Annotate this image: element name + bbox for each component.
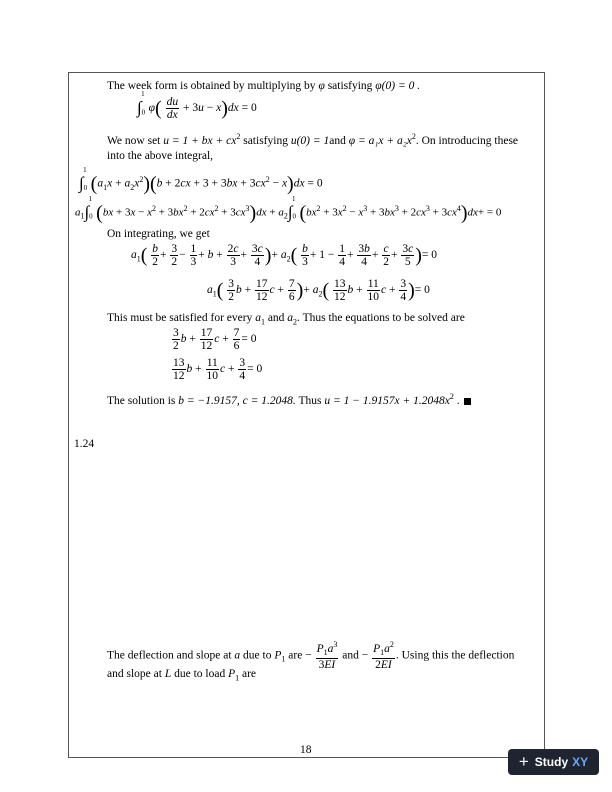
- system-equation-1: $\frac{3}{2}$ b + $\frac{17}{12}$ c + $\frac{7}{6}$ = 0: [173, 327, 257, 353]
- integral-expanded-1: $\int_0^1(a_1x + a_2x^2)(b + 2cx + 3 + 3bx + 3cx^2 - x)dx = 0$: [79, 165, 323, 195]
- must-satisfy-text: This must be satisfied for every $a_1$ and $a_2$. Thus the equations to be solved are: [107, 312, 465, 327]
- page-number: 18: [300, 744, 312, 756]
- substitution-line-2: into the above integral,: [107, 150, 214, 162]
- badge-prefix: Study: [534, 755, 569, 769]
- system-equation-2: $\frac{13}{12}$ b + $\frac{11}{10}$ c + $\frac{3}{4}$ = 0: [173, 357, 263, 383]
- integrated-equation-1: $a_1$( $\frac{b}{2}$ + $\frac{3}{2}$ − $\frac{1}{3}$ + b + $\frac{2c}{3}$ + $\frac{3c}{4}$ )+ $a_2$( $\frac{b}{3}$ + 1 − $\frac{1}{4}$ + $\frac{3b}{4}$ + $\frac{c}{2}$ + $\frac{3c}{5}$ )= 0: [131, 243, 437, 269]
- plus-icon: +: [518, 752, 529, 771]
- weak-form-equation: $\int_0^1\varphi$( $\frac{du}{dx}$ + 3u − x)dx = 0: [137, 90, 257, 122]
- end-of-proof-icon: [464, 398, 471, 405]
- intro-line: The week form is obtained by multiplying by φ satisfying φ(0) = 0 .: [107, 80, 421, 92]
- integrated-equation-2: $a_1$( $\frac{3}{2}$ b + $\frac{17}{12}$ c + $\frac{7}{6}$ )+ $a_2$( $\frac{13}{12}$ b + $\frac{11}{10}$ c + $\frac{3}{4}$ )= 0: [207, 278, 430, 304]
- badge-suffix: XY: [572, 755, 589, 769]
- studyxy-badge[interactable]: [508, 749, 599, 775]
- substitution-line: We now set u = 1 + bx + $cx^2$ satisfying u(0) = 1and $\varphi = a_1x + a_2x^2$. On introducing these: [107, 132, 519, 147]
- on-integrating-text: On integrating, we get: [107, 228, 210, 240]
- integral-expanded-2: $a_1\int_0^1(bx + 3x - x^2 + 3bx^2 + 2cx^2 + 3cx^3)dx + a_2\int_0^1(bx^2 + 3x^2 - x^3 + 3bx^3 + 2cx^3 + 3cx^4)dx+ = 0$: [75, 194, 502, 224]
- deflection-text-line1: The deflection and slope at a due to $P_1$ are − $\frac{P_1a^3}{3EI}$ and − $\frac{P_1a^2}{2EI}$ . Using this the deflection: [107, 640, 515, 671]
- problem-number: 1.24: [74, 438, 95, 450]
- solution-line: The solution is b = −1.9157, c = 1.2048. Thus $u = 1 - 1.9157x + 1.2048x^2$ .: [107, 393, 471, 407]
- deflection-text-line2: and slope at L due to load $P_1$ are: [107, 668, 257, 683]
